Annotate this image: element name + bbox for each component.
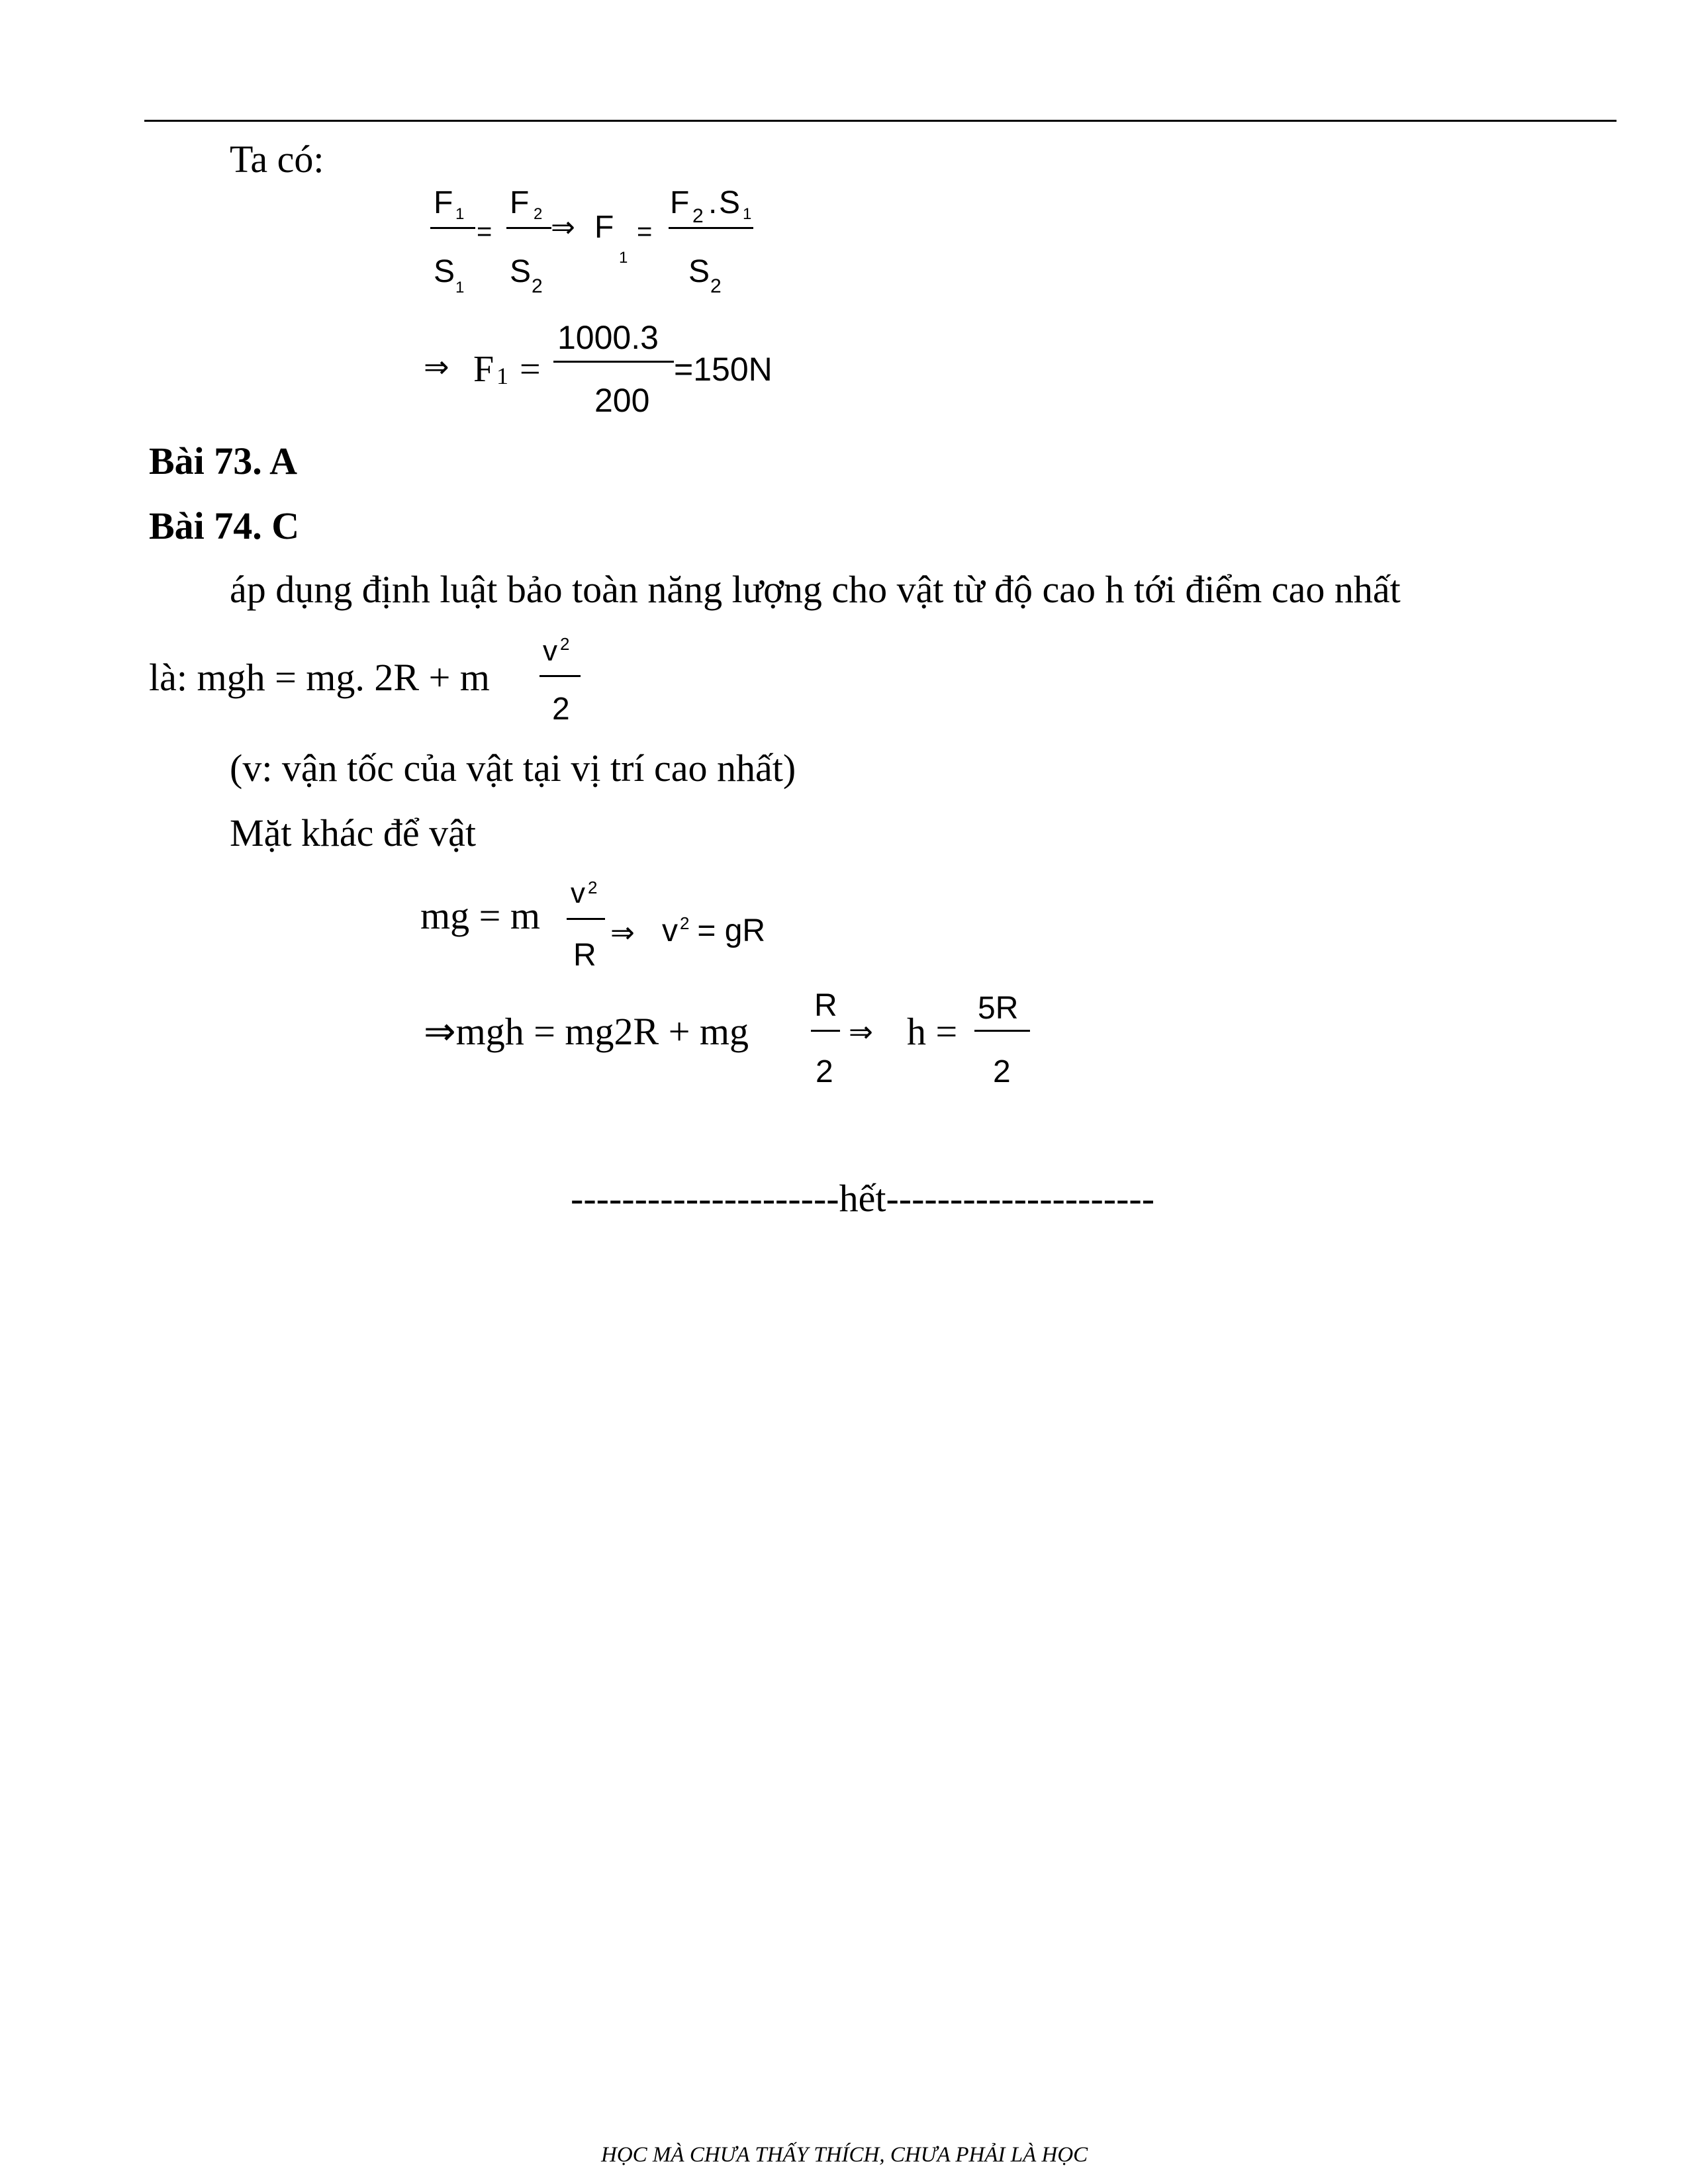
fraction-bar	[974, 1030, 1030, 1032]
header-rule	[144, 120, 1617, 122]
paragraph-energy: áp dụng định luật bảo toàn năng lượng cho vật từ độ cao h tới điểm cao nhất	[230, 568, 1401, 611]
heading-bai-74: Bài 74. C	[149, 504, 300, 547]
note-velocity: (v: vận tốc của vật tại vị trí cao nhất)	[230, 747, 796, 790]
heading-bai-73: Bài 73. A	[149, 439, 297, 482]
fraction-bar	[430, 227, 475, 229]
paragraph-other: Mặt khác để vật	[230, 811, 477, 854]
end-marker: ---------------------hết---------------------	[571, 1177, 1155, 1220]
fraction-bar	[567, 918, 605, 920]
fraction-bar	[669, 227, 753, 229]
page-footer: HỌC MÀ CHƯA THẤY THÍCH, CHƯA PHẢI LÀ HỌC	[601, 2143, 1088, 2167]
fraction-bar	[811, 1030, 840, 1032]
fraction-bar	[553, 361, 674, 363]
fraction-bar	[539, 675, 581, 677]
fraction-bar	[506, 227, 551, 229]
intro-text: Ta có:	[230, 138, 324, 181]
